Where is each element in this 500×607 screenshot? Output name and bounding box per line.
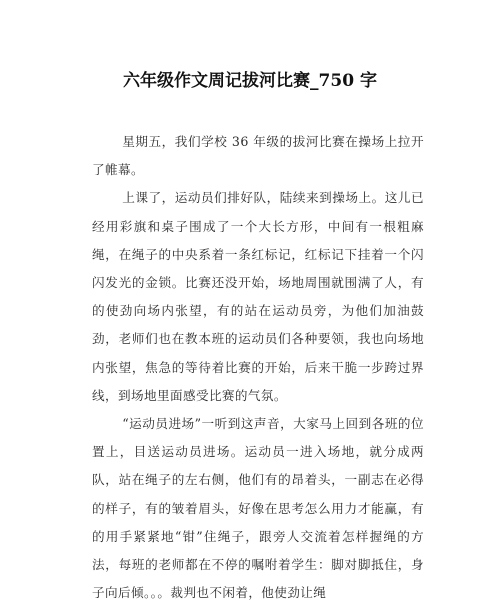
document-body [92,128,424,607]
paragraph: 星期五，我们学校 36 年级的拔河比赛在操场上拉开了帷幕。 [92,134,424,178]
document-title: 六年级作文周记拔河比赛_750 字 [123,71,377,91]
paragraph: “运动员进场”一听到这声音，大家马上回到各班的位置上，目送运动员进场。运动员一进入场地，就分成两队，站在绳子的左右侧，他们有的昂着头，一副志在必得的样子，有的皱着眉头，好像在思考怎么用力才能赢，有的用手紧紧地“钳”住绳子，跟旁人交流着怎样握绳的方法，每班的老师都在不停的嘱咐着学生：脚对脚抵住，身子向后倾。。。裁判也不闲着，他使劲让绳 [92,416,424,601]
paragraph: 上课了，运动员们排好队，陆续来到操场上。这儿已经用彩旗和桌子围成了一个大长方形，中间有一根粗麻绳，在绳子的中央系着一条红标记，红标记下挂着一个闪闪发光的金锁。比赛还没开始，场地周围就围满了人，有的使劲向场内张望，有的站在运动员旁，为他们加油鼓劲，老师们也在教本班的运动员们各种要领，我也向场地内张望，焦急的等待着比赛的开始，后来干脆一步跨过界线，到场地里面感受比赛的气氛。 [92,190,424,403]
